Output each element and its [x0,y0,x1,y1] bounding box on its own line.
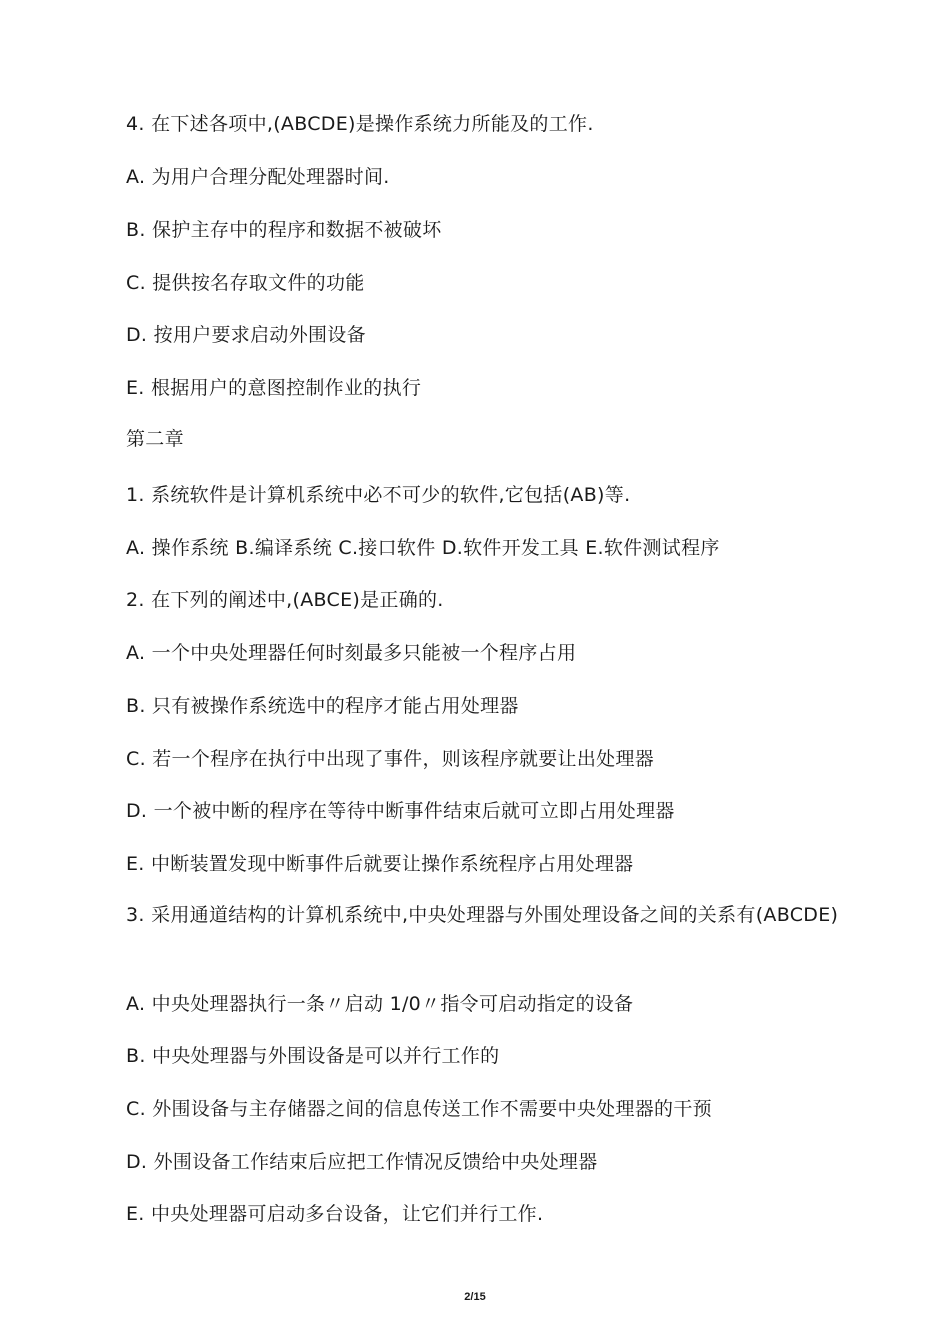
question-4-option-c: C. 提供按名存取文件的功能 [126,272,365,294]
question-3-option-e: E. 中央处理器可启动多台设备，让它们并行工作. [126,1203,544,1225]
question-2-option-a: A. 一个中央处理器任何时刻最多只能被一个程序占用 [126,642,577,664]
page-number: 2/15 [464,1291,486,1303]
question-4-stem: 4. 在下述各项中,(ABCDE)是操作系统力所能及的工作. [126,113,594,135]
question-3-option-c: C. 外围设备与主存储器之间的信息传送工作不需要中央处理器的干预 [126,1098,712,1120]
question-3-option-b: B. 中央处理器与外围设备是可以并行工作的 [126,1045,500,1067]
question-4-option-e: E. 根据用户的意图控制作业的执行 [126,377,422,399]
question-1-stem: 1. 系统软件是计算机系统中必不可少的软件,它包括(AB)等. [126,484,631,506]
question-2-option-c: C. 若一个程序在执行中出现了事件，则该程序就要让出处理器 [126,748,655,770]
question-3-option-d: D. 外围设备工作结束后应把工作情况反馈给中央处理器 [126,1151,598,1173]
question-4-option-a: A. 为用户合理分配处理器时间. [126,166,390,188]
question-2-option-d: D. 一个被中断的程序在等待中断事件结束后就可立即占用处理器 [126,800,675,822]
question-2-stem: 2. 在下列的阐述中,(ABCE)是正确的. [126,589,444,611]
question-2-option-e: E. 中断装置发现中断事件后就要让操作系统程序占用处理器 [126,853,634,875]
question-2-option-b: B. 只有被操作系统选中的程序才能占用处理器 [126,695,519,717]
question-1-options: A. 操作系统 B.编译系统 C.接口软件 D.软件开发工具 E.软件测试程序 [126,537,720,559]
chapter-heading: 第二章 [126,428,184,450]
question-4-option-d: D. 按用户要求启动外围设备 [126,324,366,346]
question-3-option-a: A. 中央处理器执行一条〃启动 1/0〃指令可启动指定的设备 [126,993,634,1015]
question-3-stem: 3. 采用通道结构的计算机系统中,中央处理器与外围处理设备之间的关系有(ABCDE) [126,904,839,926]
question-4-option-b: B. 保护主存中的程序和数据不被破坏 [126,219,442,241]
